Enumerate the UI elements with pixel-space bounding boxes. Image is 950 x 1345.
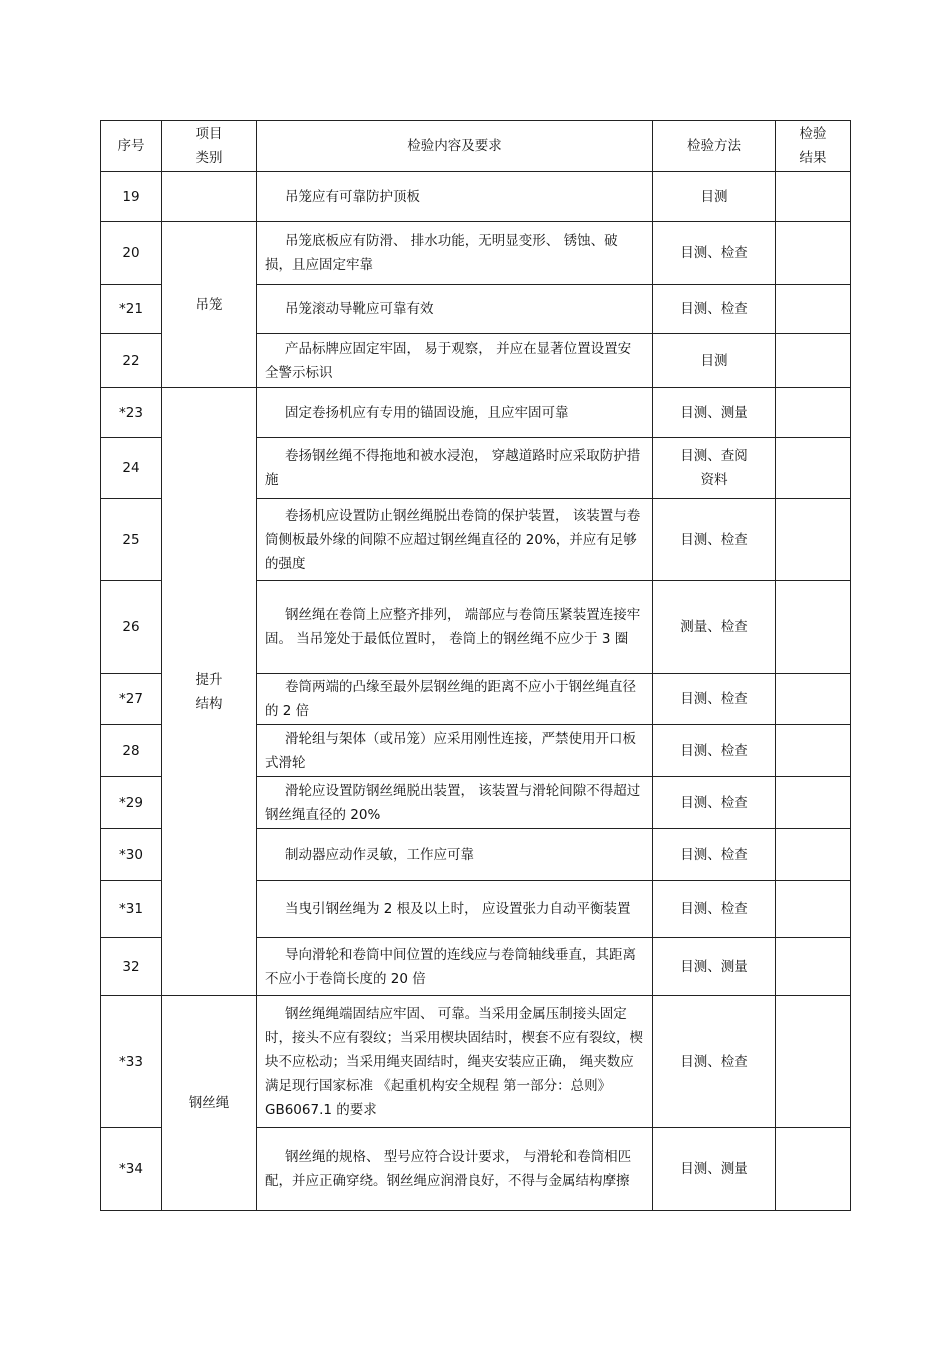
row-requirement: 钢丝绳在卷筒上应整齐排列， 端部应与卷筒压紧装置连接牢固。 当吊笼处于最低位置时， 卷筒上的钢丝绳不应少于 3 圈 xyxy=(257,581,653,674)
row-requirement: 制动器应动作灵敏，工作应可靠 xyxy=(257,829,653,881)
inspection-table xyxy=(100,120,851,1211)
category-cage: 吊笼 xyxy=(162,222,257,388)
row-result xyxy=(776,881,851,938)
row-result xyxy=(776,829,851,881)
row-method: 目测、测量 xyxy=(653,938,776,996)
category-wire-rope: 钢丝绳 xyxy=(162,996,257,1211)
row-no: *21 xyxy=(101,285,162,334)
table-header-row xyxy=(101,121,851,172)
row-no: *33 xyxy=(101,996,162,1128)
row-method: 目测、测量 xyxy=(653,1128,776,1211)
row-method: 目测、检查 xyxy=(653,996,776,1128)
row-requirement: 当曳引钢丝绳为 2 根及以上时， 应设置张力自动平衡装置 xyxy=(257,881,653,938)
row-result xyxy=(776,1128,851,1211)
row-requirement: 滑轮应设置防钢丝绳脱出装置， 该装置与滑轮间隙不得超过钢丝绳直径的 20% xyxy=(257,777,653,829)
header-result-line2: 结果 xyxy=(799,150,827,166)
row-requirement: 固定卷扬机应有专用的锚固设施，且应牢固可靠 xyxy=(257,388,653,438)
row-method: 目测、测量 xyxy=(653,388,776,438)
row-method: 目测 xyxy=(653,334,776,388)
row-method: 目测、查阅资料 xyxy=(653,438,776,499)
table-row xyxy=(101,172,851,222)
row-method: 目测、检查 xyxy=(653,499,776,581)
row-method: 目测、检查 xyxy=(653,222,776,285)
row-no: 26 xyxy=(101,581,162,674)
row-method: 测量、检查 xyxy=(653,581,776,674)
row-requirement: 滑轮组与架体（或吊笼）应采用刚性连接，严禁使用开口板式滑轮 xyxy=(257,725,653,777)
row-no: *30 xyxy=(101,829,162,881)
category-lift-line1: 提升 xyxy=(195,671,223,688)
row-no: 24 xyxy=(101,438,162,499)
row-result xyxy=(776,777,851,829)
header-category-line2: 类别 xyxy=(195,150,223,166)
row-method: 目测 xyxy=(653,172,776,222)
row-result xyxy=(776,581,851,674)
row-requirement: 钢丝绳绳端固结应牢固、 可靠。当采用金属压制接头固定时，接头不应有裂纹；当采用楔块固结时，楔套不应有裂纹，楔块不应松动；当采用绳夹固结时，绳夹安装应正确， 绳夹数应满足现行国家标准 《起重机构安全规程 第一部分：总则》 GB6067.1 的要求 xyxy=(257,996,653,1128)
header-no: 序号 xyxy=(101,121,162,172)
header-method: 检验方法 xyxy=(653,121,776,172)
row-requirement: 产品标牌应固定牢固， 易于观察， 并应在显著位置设置安全警示标识 xyxy=(257,334,653,388)
row-method: 目测、检查 xyxy=(653,777,776,829)
header-category xyxy=(162,121,257,172)
row-method: 目测、检查 xyxy=(653,674,776,725)
row-result xyxy=(776,388,851,438)
row-requirement: 吊笼底板应有防滑、 排水功能，无明显变形、 锈蚀、破损，且应固定牢靠 xyxy=(257,222,653,285)
row-no: 22 xyxy=(101,334,162,388)
category-lift-line2: 结构 xyxy=(195,695,223,712)
row-method: 目测、检查 xyxy=(653,829,776,881)
row-result xyxy=(776,938,851,996)
category-lift-structure xyxy=(162,388,257,996)
header-category-line1: 项目 xyxy=(195,126,223,142)
row-no: *34 xyxy=(101,1128,162,1211)
row-requirement: 卷扬机应设置防止钢丝绳脱出卷筒的保护装置， 该装置与卷筒侧板最外缘的间隙不应超过钢丝绳直径的 20%，并应有足够的强度 xyxy=(257,499,653,581)
row-requirement: 钢丝绳的规格、 型号应符合设计要求， 与滑轮和卷筒相匹配，并应正确穿绕。钢丝绳应润滑良好，不得与金属结构摩擦 xyxy=(257,1128,653,1211)
row-no: 20 xyxy=(101,222,162,285)
row-requirement: 卷筒两端的凸缘至最外层钢丝绳的距离不应小于钢丝绳直径的 2 倍 xyxy=(257,674,653,725)
row-result xyxy=(776,285,851,334)
category-empty xyxy=(162,172,257,222)
row-result xyxy=(776,674,851,725)
row-result xyxy=(776,725,851,777)
row-requirement: 吊笼应有可靠防护顶板 xyxy=(257,172,653,222)
row-no: *27 xyxy=(101,674,162,725)
row-no: 32 xyxy=(101,938,162,996)
row-requirement: 卷扬钢丝绳不得拖地和被水浸泡， 穿越道路时应采取防护措施 xyxy=(257,438,653,499)
header-result-line1: 检验 xyxy=(799,126,827,142)
header-requirement: 检验内容及要求 xyxy=(257,121,653,172)
row-no: *29 xyxy=(101,777,162,829)
row-method: 目测、检查 xyxy=(653,285,776,334)
row-result xyxy=(776,222,851,285)
table-row xyxy=(101,996,851,1128)
header-result xyxy=(776,121,851,172)
row-no: 25 xyxy=(101,499,162,581)
row-no: 28 xyxy=(101,725,162,777)
row-no: *31 xyxy=(101,881,162,938)
row-no: 19 xyxy=(101,172,162,222)
row-method: 目测、检查 xyxy=(653,881,776,938)
row-no: *23 xyxy=(101,388,162,438)
row-result xyxy=(776,499,851,581)
row-requirement: 导向滑轮和卷筒中间位置的连线应与卷筒轴线垂直，其距离不应小于卷筒长度的 20 倍 xyxy=(257,938,653,996)
row-result xyxy=(776,172,851,222)
row-result xyxy=(776,996,851,1128)
row-result xyxy=(776,438,851,499)
row-requirement: 吊笼滚动导靴应可靠有效 xyxy=(257,285,653,334)
table-row xyxy=(101,222,851,285)
row-method: 目测、检查 xyxy=(653,725,776,777)
row-result xyxy=(776,334,851,388)
table-row xyxy=(101,388,851,438)
